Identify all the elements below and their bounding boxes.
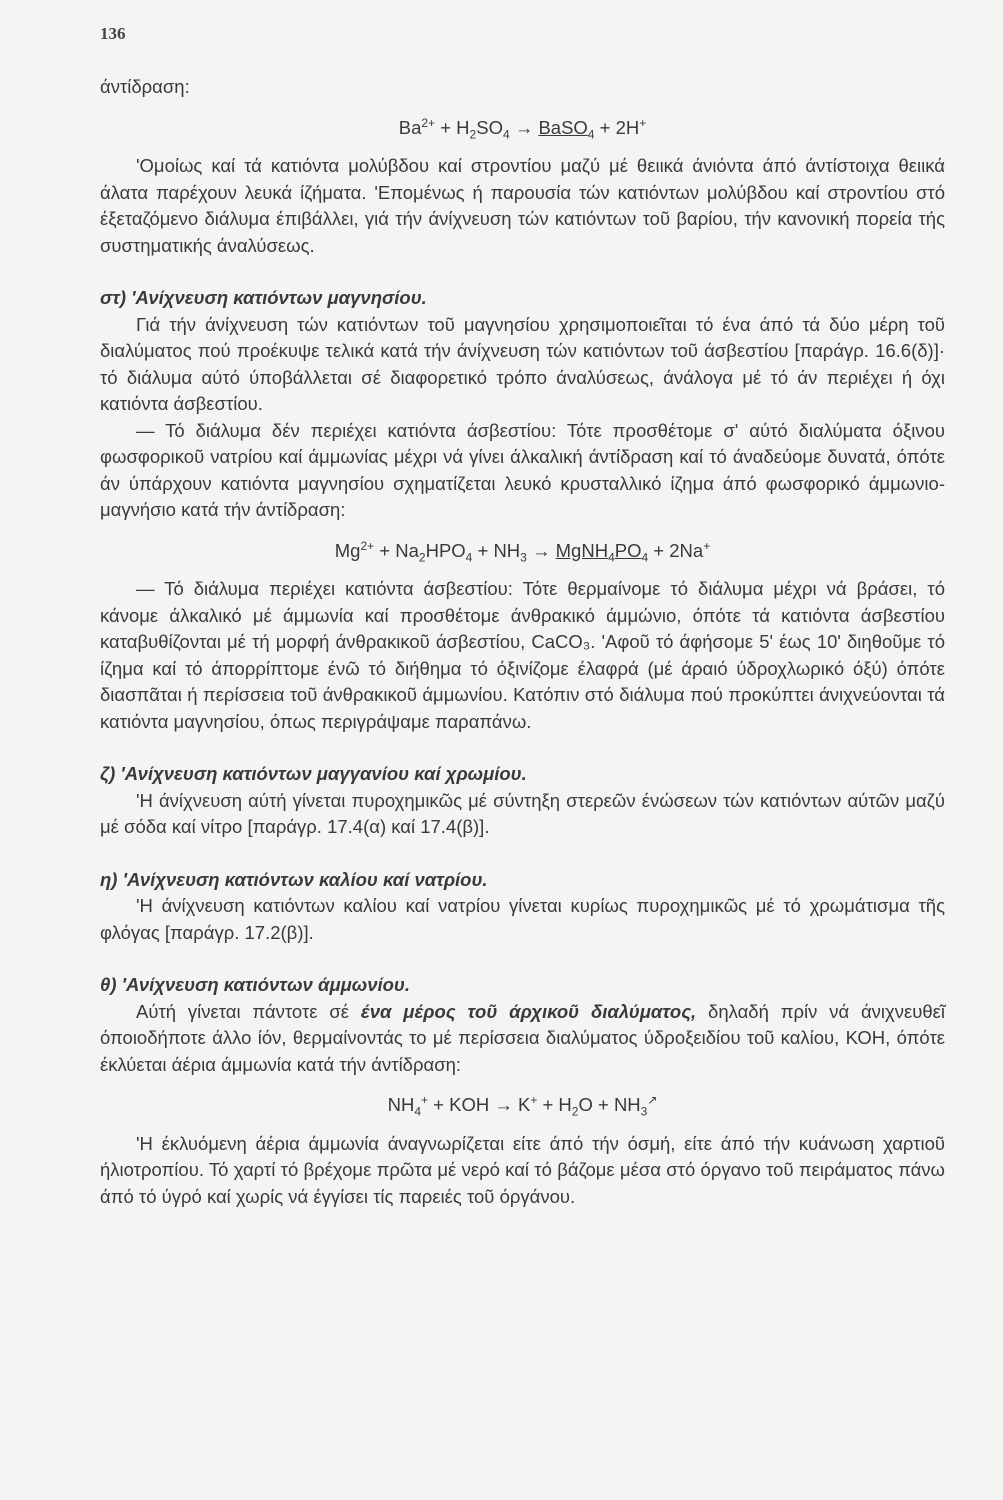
eq-term: + 2H xyxy=(594,116,640,138)
paragraph-3: — Τό διάλυμα δέν περιέχει κατιόντα άσβεστίου: Τότε προσθέτομε σ' αύτό διαλύματα όξινου φωσφορικοῦ νατρίου καί άμμωνίας μέχρι νά γίνει άλκαλική άντίδραση καί τό άναδεύομε δυνατά, όπότε άν ύπάρχουν κατιόντα μαγνησίου σχηματίζεται λευκό κρυσταλλικό ίζημα άπό φωσφορικό άμμωνιο-μαγνήσιο κατά τήν άντίδραση: xyxy=(100,419,945,520)
eq-sup: + xyxy=(530,1092,538,1107)
paragraph-6: 'Η άνίχνευση κατιόντων καλίου καί νατρίου γίνεται κυρίως πυροχημικῶς μέ τό χρωμάτισμα τῆς φλόγας [παράγρ. 17.2(β)]. xyxy=(100,895,945,943)
page-number: 136 xyxy=(100,24,126,43)
eq-sub: 4 xyxy=(587,127,595,142)
eq-term: NH xyxy=(387,1094,415,1115)
eq-sub: 2 xyxy=(571,1104,579,1119)
paragraph-4: — Τό διάλυμα περιέχει κατιόντα άσβεστίου: Τότε θερμαίνομε τό διάλυμα μέχρι νά βράσει, τό κάνομε άλκαλικό μέ άμμωνία καί προσθέτομε άνθρακικό άμμώνιο, όπότε τά κατιόντα άσβεστίου καταβυθίζονται μέ τή μορφή άνθρακικοῦ άσβεστίου, CaCO₃. 'Αφοῦ τό άφήσομε 5' έως 10' διηθοῦμε τό ίζημα καί τό άπορρίπτομε ένῶ τό διήθημα τό όξινίζομε έλαφρά (μέ άραιό ύδροχλωρικό όξύ) όπότε διασπᾶται ή περίσσεια τοῦ άνθρακικοῦ άμμωνίου. Κατόπιν στό διάλυμα πού προκύπτει άνιχνεύονται τά κατιόντα μαγνησίου, όπως περιγράψαμε παραπάνω. xyxy=(100,578,945,732)
eq-sup: + xyxy=(703,538,711,553)
paragraph-7 xyxy=(100,999,945,1079)
eq-sub: 2 xyxy=(418,550,426,565)
eq-term: + H xyxy=(435,116,470,138)
eq-sub: 4 xyxy=(414,1104,421,1119)
eq-precipitate xyxy=(538,116,595,142)
eq-arrow: → xyxy=(526,539,556,561)
eq-sup: + xyxy=(421,1092,429,1107)
paragraph-5: 'Η άνίχνευση αύτή γίνεται πυροχημικῶς μέ σύντηξη στερεῶν ένώσεων τών κατιόντων αύτῶν μαζύ μέ σόδα καί νίτρο [παράγρ. 17.4(α) καί 17.4(β)]. xyxy=(100,789,945,837)
paragraph-1: 'Ομοίως καί τά κατιόντα μολύβδου καί στροντίου μαζύ μέ θειικά άνιόντα άπό άντίστοιχα θειικά άλατα παρέχουν λευκά ίζήματα. 'Επομένως ή παρουσία τών κατιόντων μολύβδου καί στροντίου στό έξεταζόμενο διάλυμα έπιβάλλει, γιά τήν άνίχνευση τών κατιόντων τοῦ βαρίου, τήν κανονική πορεία τής συστηματικής άναλύσεως. xyxy=(100,155,945,256)
text-span: δηλαδή πρίν νά άνιχνευθεῖ όποιοδήποτε άλλο ίόν, θερμαίνοντάς το μέ περίσσεια διαλύματος ύδροξειδίου τοῦ καλίου, ΚΟΗ, όπότε έκλύεται άέρια άμμωνία κατά τήν άντίδραση: xyxy=(100,1000,945,1075)
eq-sub: 2 xyxy=(469,127,477,142)
eq-term: BaSO xyxy=(538,116,588,138)
eq-term: SO xyxy=(476,116,503,138)
eq-sub: 4 xyxy=(502,127,510,142)
eq-term: + KOH → K xyxy=(428,1094,531,1115)
equation-ammonium xyxy=(100,1092,945,1119)
eq-term: O + NH xyxy=(578,1094,641,1115)
eq-term: Mg xyxy=(334,539,361,561)
eq-term: HPO xyxy=(425,539,466,561)
section-heading-ammonium: θ) 'Ανίχνευση κατιόντων άμμωνίου. xyxy=(100,974,411,995)
eq-term: PO xyxy=(614,539,642,561)
eq-sup: 2+ xyxy=(360,538,375,553)
eq-arrow: → xyxy=(509,116,539,138)
eq-term: + 2Na xyxy=(648,539,704,561)
eq-term: MgNH xyxy=(555,539,609,561)
eq-sub: 4 xyxy=(465,550,473,565)
paragraph-8: 'Η έκλυόμενη άέρια άμμωνία άναγνωρίζεται είτε άπό τήν όσμή, είτε άπό τήν κυάνωση χαρτιοῦ ήλιοτροπίου. Τό χαρτί τό βρέχομε πρῶτα μέ νερό καί τό βάζομε μέσα στό όργανο τοῦ πειράματος πάνω άπό τό ύγρό καί χωρίς νά έγγίσει τίς παρειές τοῦ όργάνου. xyxy=(100,1132,945,1207)
equation-barium xyxy=(100,115,945,142)
text-span: Αύτή γίνεται πάντοτε σέ xyxy=(136,1000,361,1022)
gas-arrow-icon: ↗ xyxy=(647,1092,658,1107)
section-heading-magnesium: στ) 'Ανίχνευση κατιόντων μαγνησίου. xyxy=(100,287,427,308)
paragraph-2: Γιά τήν άνίχνευση τών κατιόντων τοῦ μαγνησίου χρησιμοποιεῖται τό ένα άπό τά δύο μέρη τοῦ διαλύματος πού προέκυψε τελικά κατά τήν άνίχνευση τών κατιόντων τοῦ άσβεστίου [παράγρ. 16.6(δ)]· τό διάλυμα αύτό ύποβάλλεται σέ διαφορετικό τρόπο άναλύσεως, άνάλογα μέ τό άν περιέχει ή όχι κατιόντα άσβεστίου. xyxy=(100,313,945,414)
eq-sub: 3 xyxy=(520,550,527,565)
eq-sup: 2+ xyxy=(421,115,436,130)
body-text xyxy=(100,74,945,1210)
section-heading-manganese: ζ) 'Ανίχνευση κατιόντων μαγγανίου καί χρωμίου. xyxy=(100,763,527,784)
emphasis-text: ένα μέρος τοῦ άρχικοῦ διαλύματος, xyxy=(360,1000,697,1022)
eq-term: + Na xyxy=(374,539,419,561)
eq-term: + H xyxy=(537,1094,572,1115)
eq-sup: + xyxy=(639,115,647,130)
eq-sub: 4 xyxy=(641,550,649,565)
eq-term: Ba xyxy=(398,116,422,138)
section-heading-potassium: η) 'Ανίχνευση κατιόντων καλίου καί νατρίου. xyxy=(100,868,488,890)
eq-sub: 4 xyxy=(608,550,615,565)
text-line-intro: άντίδραση: xyxy=(100,76,190,97)
eq-sub: 3 xyxy=(640,1104,648,1119)
equation-magnesium xyxy=(100,538,945,565)
eq-precipitate xyxy=(555,539,649,565)
eq-term: + NH xyxy=(472,539,521,561)
